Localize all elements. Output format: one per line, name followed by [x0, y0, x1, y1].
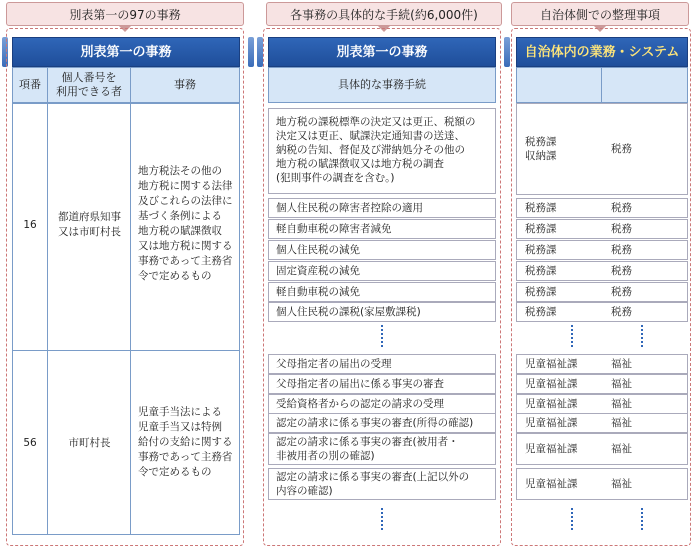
system-label: 税務 [611, 202, 632, 214]
sub-header-who: 個人番号を 利用できる者 [47, 67, 131, 103]
ellipsis-dots [571, 508, 573, 530]
system-label: 福祉 [611, 398, 632, 410]
dept-row [516, 354, 688, 374]
dept-row [516, 103, 688, 195]
system-label: 税務 [611, 265, 632, 277]
procedure-row: 父母指定者の届出に係る事実の審査 [268, 374, 496, 394]
dept-label: 児童福祉課 [525, 358, 578, 370]
system-label: 税務 [611, 286, 632, 298]
col1-header: 別表第一の事務 [12, 37, 240, 67]
system-label: 税務 [611, 306, 632, 318]
procedure-row: 軽自動車税の障害者減免 [268, 219, 496, 239]
col2-tag: 各事務の具体的な手続(約6,000件) [266, 2, 502, 26]
dept-label: 児童福祉課 [525, 378, 578, 390]
item-who-56: 市町村長 [68, 437, 111, 449]
side-bar [2, 37, 8, 67]
dept-row [516, 394, 688, 414]
dept-row [516, 219, 688, 239]
procedure-row: 認定の請求に係る事実の審査(上記以外の 内容の確認) [268, 468, 496, 500]
procedure-row: 個人住民税の課税(家屋敷課税) [268, 302, 496, 322]
dept-row [516, 261, 688, 281]
dept-row [516, 468, 688, 500]
sub-header-no: 項番 [12, 67, 48, 103]
dept-row [516, 413, 688, 433]
system-label: 税務 [611, 223, 632, 235]
dept-row [516, 433, 688, 465]
ellipsis-dots [381, 508, 383, 530]
procedure-row: 軽自動車税の減免 [268, 282, 496, 302]
procedure-row: 個人住民税の減免 [268, 240, 496, 260]
dept-row [516, 374, 688, 394]
col3-tag: 自治体側での整理事項 [511, 2, 689, 26]
side-bar [248, 37, 254, 67]
ellipsis-dots [381, 325, 383, 347]
procedure-row: 個人住民税の障害者控除の適用 [268, 198, 496, 218]
dept-row [516, 240, 688, 260]
sub-header-system [601, 67, 688, 103]
sub-header-dept [516, 67, 602, 103]
system-label: 福祉 [611, 443, 632, 455]
item-task-56: 児童手当法による 児童手当又は特例 給付の支給に関する 事務であって主務省 令で定めるもの [138, 406, 233, 478]
system-label: 福祉 [611, 417, 632, 429]
system-label: 福祉 [611, 378, 632, 390]
ellipsis-dots [641, 508, 643, 530]
ellipsis-dots [641, 325, 643, 347]
dept-label: 税務課 [525, 286, 557, 298]
dept-row [516, 302, 688, 322]
dept-label: 税務課 [525, 202, 557, 214]
col3-header: 自治体内の業務・システム [516, 37, 688, 67]
dept-label: 税務課 収納課 [525, 136, 557, 162]
system-label: 福祉 [611, 478, 632, 490]
procedure-row: 父母指定者の届出の受理 [268, 354, 496, 374]
dept-label: 児童福祉課 [525, 417, 578, 429]
dept-label: 税務課 [525, 223, 557, 235]
item-no-16: 16 [23, 219, 37, 231]
dept-label: 児童福祉課 [525, 398, 578, 410]
procedure-row: 地方税の課税標準の決定又は更正、税額の 決定又は更正、賦課決定通知書の送達、 納税の告知、督促及び滞納処分その他の 地方税の賦課徴収又は地方税の調査 (犯則事件の調査を含む。) [268, 108, 496, 194]
procedure-row: 認定の請求に係る事実の審査(所得の確認) [268, 413, 496, 433]
procedure-row: 受給資格者からの認定の請求の受理 [268, 394, 496, 414]
dept-label: 税務課 [525, 265, 557, 277]
system-label: 税務 [611, 143, 632, 155]
procedure-row: 認定の請求に係る事実の審査(被用者・ 非被用者の別の確認) [268, 433, 496, 465]
dept-row [516, 198, 688, 218]
item-no-56: 56 [23, 437, 37, 449]
dept-label: 税務課 [525, 306, 557, 318]
dept-label: 児童福祉課 [525, 478, 578, 490]
sub-header-task: 事務 [130, 67, 240, 103]
system-label: 税務 [611, 244, 632, 256]
dept-label: 税務課 [525, 244, 557, 256]
ellipsis-dots [571, 325, 573, 347]
col2-header: 別表第一の事務 [268, 37, 496, 67]
dept-label: 児童福祉課 [525, 443, 578, 455]
item-task-16: 地方税法その他の 地方税に関する法律 及びこれらの法律に 基づく条例による 地方税の賦課徴収 又は地方税に関する 事務であって主務省 令で定めるもの [138, 165, 233, 282]
sub-header-procedure: 具体的な事務手続 [268, 67, 496, 103]
side-bar [257, 37, 263, 67]
system-label: 福祉 [611, 358, 632, 370]
col1-tag: 別表第一の97の事務 [6, 2, 244, 26]
item-who-16: 都道府県知事 又は市町村長 [58, 211, 121, 238]
dept-row [516, 282, 688, 302]
side-bar [504, 37, 510, 67]
procedure-row: 固定資産税の減免 [268, 261, 496, 281]
